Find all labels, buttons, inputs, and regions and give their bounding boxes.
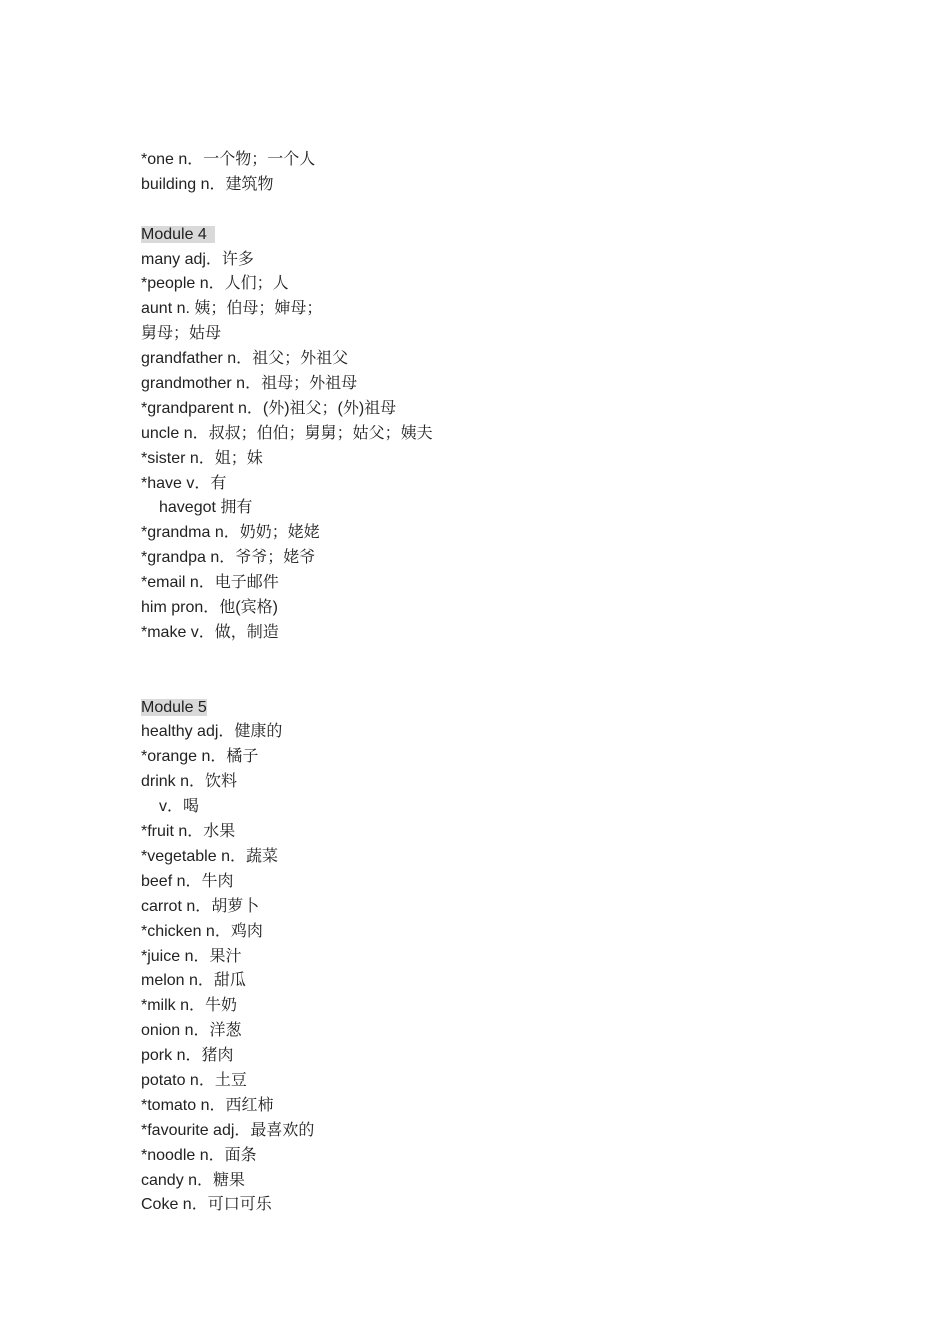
vocab-entry: pork n．猪肉 — [141, 1047, 234, 1065]
vocab-entry: *make v．做，制造 — [141, 623, 279, 641]
vocab-entry: *email n．电子邮件 — [141, 574, 279, 592]
vocab-entry: drink n．饮料 — [141, 773, 238, 791]
vocab-entry: *milk n．牛奶 — [141, 997, 238, 1015]
vocab-entry: *one n．一个物；一个人 — [141, 151, 316, 168]
vocab-entry: havegot 拥有 — [159, 499, 253, 517]
vocab-entry: *juice n．果汁 — [141, 947, 242, 965]
vocab-entry: onion n．洋葱 — [141, 1022, 242, 1040]
vocab-entry: *have v．有 — [141, 474, 227, 492]
vocab-entry: *grandpa n．爷爷；姥爷 — [141, 549, 316, 567]
module-heading: Module 4 — [141, 223, 841, 248]
vocab-entry: potato n．土豆 — [141, 1071, 247, 1089]
vocab-entry: grandmother n．祖母；外祖母 — [141, 375, 358, 393]
vocab-entry: candy n．糖果 — [141, 1171, 246, 1189]
vocab-entry: building n．建筑物 — [141, 175, 274, 193]
spacer — [141, 646, 841, 671]
vocab-entry: *grandparent n．(外)祖父；(外)祖母 — [141, 399, 397, 417]
vocab-entry: *vegetable n．蔬菜 — [141, 847, 278, 865]
spacer — [141, 198, 841, 223]
vocab-entry: *noodle n．面条 — [141, 1146, 257, 1164]
vocab-entry: beef n．牛肉 — [141, 872, 234, 890]
vocab-entry: *fruit n．水果 — [141, 823, 236, 841]
vocab-entry: carrot n．胡萝卜 — [141, 897, 260, 915]
module-heading: Module 5 — [141, 698, 207, 716]
vocab-entry: melon n．甜瓜 — [141, 972, 246, 990]
vocab-entry: *favourite adj．最喜欢的 — [141, 1121, 315, 1139]
vocab-entry: Coke n．可口可乐 — [141, 1196, 272, 1214]
vocab-entry: *chicken n．鸡肉 — [141, 922, 263, 940]
vocab-entry: *people n．人们；人 — [141, 275, 289, 293]
vocab-entry: *grandma n．奶奶；姥姥 — [141, 524, 320, 542]
vocab-entry: him pron．他(宾格) — [141, 599, 278, 617]
vocabulary-document — [141, 148, 841, 1218]
vocab-entry: *sister n．姐；妹 — [141, 449, 263, 467]
vocab-entry: aunt n. 姨；伯母；婶母； — [141, 300, 323, 318]
spacer — [141, 671, 841, 696]
vocab-entry: *tomato n．西红柿 — [141, 1096, 274, 1114]
vocab-entry: 舅母；姑母 — [141, 325, 222, 343]
vocab-entry: many adj．许多 — [141, 250, 254, 268]
vocab-entry: *orange n．橘子 — [141, 748, 259, 766]
vocab-entry: grandfather n．祖父；外祖父 — [141, 350, 349, 368]
vocab-entry: healthy adj．健康的 — [141, 723, 283, 741]
vocab-entry: uncle n．叔叔；伯伯；舅舅；姑父；姨夫 — [141, 424, 433, 442]
vocab-entry: v．喝 — [159, 798, 200, 816]
